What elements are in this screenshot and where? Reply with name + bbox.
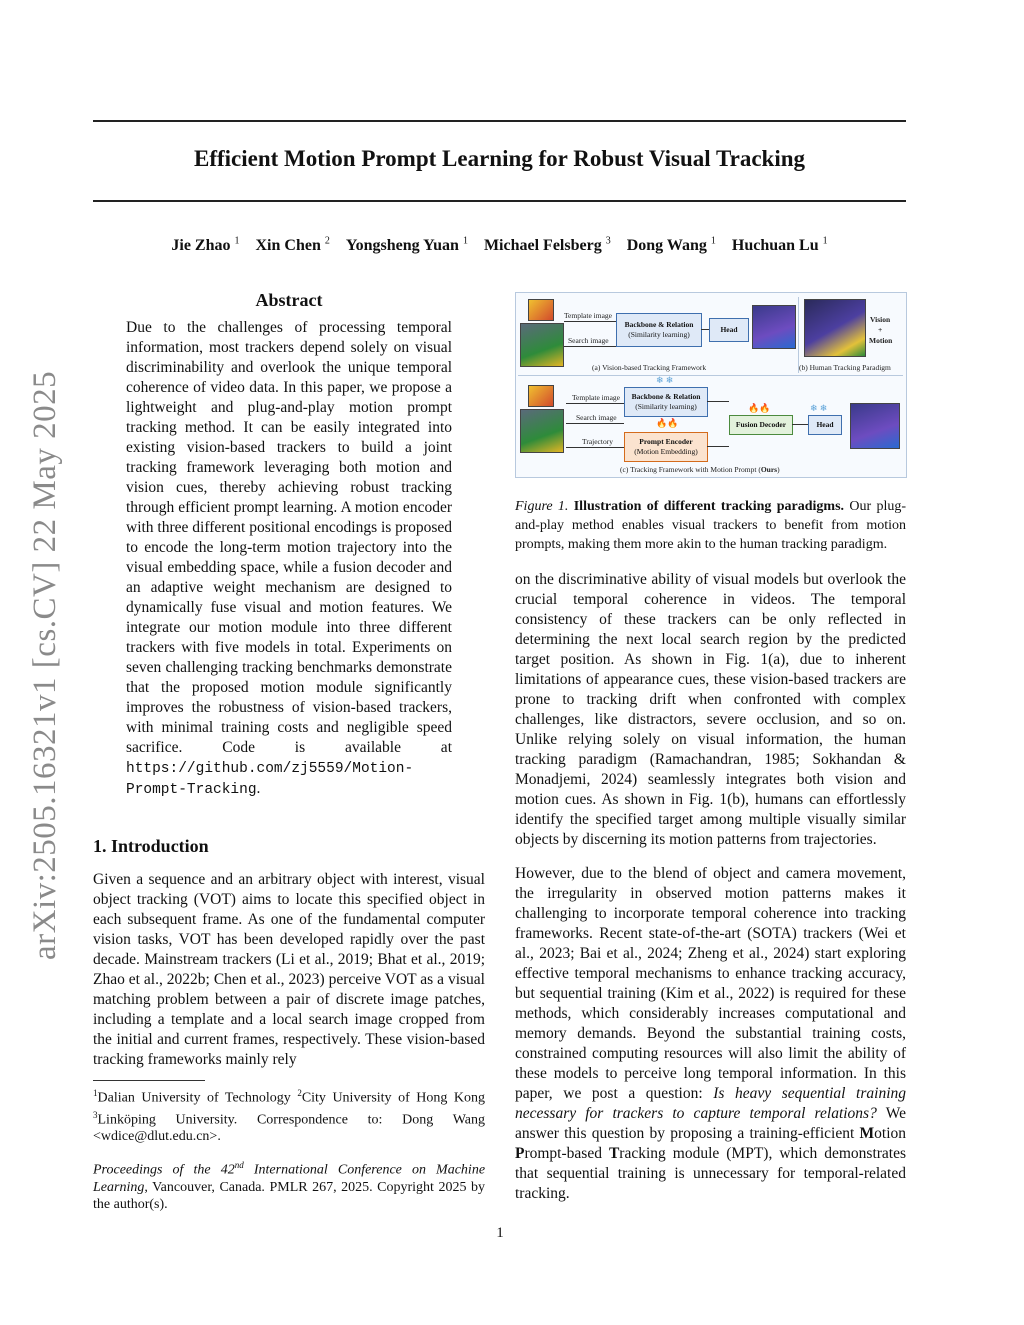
search-thumbnail xyxy=(520,409,564,453)
author: Xin Chen $^2$ xyxy=(255,236,330,255)
intro-paragraph-3: However, due to the blend of object and camera movement, the irregularity in observed motion patterns makes it challenging to incorporate temporal coherence into tracking frameworks. Recent state-of-the-art (SOTA) trackers (Wei et al., 2023; Bai et al., 2024; Zheng et al., 2024) start exploring effective temporal mechanisms to enhance tracking accuracy, but sequential training (Kim et al., 2022) is required for these methods, which considerably increases computational and memory demands. Beyond the substantial training costs, constrained computing resources will also limit the ability of these models to perceive long temporal information. In this paper, we post a question: Is heavy sequential training necessary for trackers to capture temporal relations? We answer this question by proposing a training-efficient Motion Prompt-based Tracking module (MPT), which demonstrates that sequential training is unnecessary for temporal-related tracking. xyxy=(515,865,907,1202)
right-column xyxy=(515,570,906,1204)
backbone-box: Backbone & Relation (Similarity learning) xyxy=(616,313,702,347)
author: Dong Wang $^1$ xyxy=(626,236,716,255)
figure-1-diagram xyxy=(515,292,907,478)
panel-a-caption: (a) Vision-based Tracking Framework xyxy=(592,363,707,372)
fusion-decoder-box: Fusion Decoder xyxy=(729,415,793,435)
trajectory-label: Trajectory xyxy=(582,437,613,446)
human-view-thumbnail xyxy=(804,299,866,357)
author: Jie Zhao $^1$ xyxy=(171,236,240,255)
arxiv-side-stamp: arXiv:2505.16321v1 [cs.CV] 22 May 2025 xyxy=(27,370,63,960)
arrow xyxy=(701,329,709,330)
arrow xyxy=(564,321,616,322)
proceedings-footnote: Proceedings of the 42nd International Conference on Machine Learning, Vancouver, Canada. PMLR 267, 2025. Copyright 2025 by the author(s). xyxy=(93,1160,486,1212)
title-top-rule xyxy=(93,120,906,122)
author-list xyxy=(93,236,906,255)
abstract-text: Due to the challenges of processing temporal information, most trackers depend solely on visual discriminability and overlook the unique temporal coherence of video data. In this paper, we propose a lightweight and plug-and-play motion prompt tracking method. It can be easily integrated into existing vision-based trackers to build a joint tracking framework leveraging both motion and vision cues, thereby achieving robust tracking through efficient prompt learning. A motion encoder with three different positional encodings is proposed to encode the long-term motion trajectory into the visual embedding space, while a fusion decoder and an adaptive weight mechanism are designed to dynamically fuse visual and motion features. We integrate our motion module into three different trackers with five models in total. Experiments on seven challenging tracking benchmarks demonstrate that the proposed motion module significantly improves the robustness of vision-based trackers, with minimal training costs and negligible speed sacrifice. Code is available at https://github.com/zj5559/Motion-Prompt-Tracking. xyxy=(126,319,453,798)
panel-c-caption: (c) Tracking Framework with Motion Prompt (Ours) xyxy=(620,465,780,474)
panel-divider xyxy=(798,297,799,373)
frozen-icon: ❄ ❄ xyxy=(810,403,828,413)
vision-label: Vision xyxy=(870,315,891,324)
intro-paragraph-2: on the discriminative ability of visual models but overlook the crucial temporal coherence in videos. The temporal consistency of these trackers can be only reflected in determining the next local search region by the predicted target position. As shown in Fig. 1(a), due to inherent limitations of appearance cues, these vision-based trackers are prone to tracking drift when confronted with complex challenges, like distractors, severe occlusion, and so on. Unlike relying solely on visual information, the human tracking paradigm (Ramachandran, 1985; Sokhandan & Monadjemi, 2024) seamlessly integrates both vision and motion cues. As shown in Fig. 1(b), humans can effortlessly identify the specified target among multiple visually similar objects by discerning its motion patterns from trajectories. xyxy=(515,571,906,848)
author: Huchuan Lu $^1$ xyxy=(731,236,828,255)
arrow xyxy=(707,401,729,402)
left-column xyxy=(93,290,485,1213)
arrow xyxy=(564,346,616,347)
prompt-encoder-box: Prompt Encoder (Motion Embedding) xyxy=(624,432,708,462)
template-thumbnail xyxy=(528,385,554,407)
intro-heading: 1. Introduction xyxy=(93,836,209,856)
output-thumbnail xyxy=(850,403,900,449)
arrow xyxy=(566,403,624,404)
backbone-box: Backbone & Relation (Similarity learning) xyxy=(624,387,708,417)
motion-label: Motion xyxy=(869,336,893,345)
author: Yongsheng Yuan $^1$ xyxy=(345,236,468,255)
paper-title: Efficient Motion Prompt Learning for Robust Visual Tracking xyxy=(193,146,806,171)
search-label: Search image xyxy=(568,336,609,345)
search-thumbnail xyxy=(520,323,564,367)
arrow xyxy=(792,424,808,425)
plus-label: + xyxy=(878,325,883,334)
author: Michael Felsberg $^3$ xyxy=(483,236,611,255)
footnote-rule xyxy=(93,1080,205,1081)
frozen-icon: ❄ ❄ xyxy=(656,375,674,385)
panel-b-caption: (b) Human Tracking Paradigm xyxy=(799,363,891,372)
arrow xyxy=(707,446,729,447)
code-link[interactable]: https://github.com/zj5559/Motion-Prompt-Tracking xyxy=(126,761,414,798)
search-label: Search image xyxy=(576,413,617,422)
template-label: Template image xyxy=(572,393,620,402)
trainable-icon: 🔥🔥 xyxy=(748,403,771,413)
figure-caption: Figure 1. Illustration of different tracking paradigms. Our plug-and-play method enables visual trackers to benefit from motion prompts, making them more akin to the human tracking paradigm. xyxy=(515,499,907,552)
intro-paragraph-1: Given a sequence and an arbitrary object with interest, visual object tracking (VOT) aims to locate this specified object in each subsequent frame. As one of the fundamental computer vision tasks, VOT has been developed rapidly over the past decade. Mainstream trackers (Li et al., 2019; Bhat et al., 2019; Zhao et al., 2022b; Chen et al., 2023) perceive VOT as a visual matching problem between a pair of discrete image patches, including a template and a local search image cropped from the initial and current frames, respectively. These vision-based tracking frameworks mainly rely xyxy=(93,871,485,1068)
trainable-icon: 🔥🔥 xyxy=(656,418,679,428)
head-box: Head xyxy=(709,318,749,342)
arrow xyxy=(566,447,624,448)
panel-separator xyxy=(518,375,903,376)
affiliation-footnote: $^1$Dalian University of Technology $^2$City University of Hong Kong $^3$Linköping University. Correspondence to: Dong Wang <wdice@dlut.edu.cn>. xyxy=(93,1088,486,1145)
title-bottom-rule xyxy=(93,200,906,202)
output-thumbnail xyxy=(752,305,796,349)
page-number: 1 xyxy=(496,1225,504,1241)
arrow xyxy=(566,423,624,424)
template-thumbnail xyxy=(528,299,554,321)
head-box: Head xyxy=(808,415,842,435)
abstract-heading: Abstract xyxy=(255,290,323,310)
template-label: Template image xyxy=(564,311,612,320)
